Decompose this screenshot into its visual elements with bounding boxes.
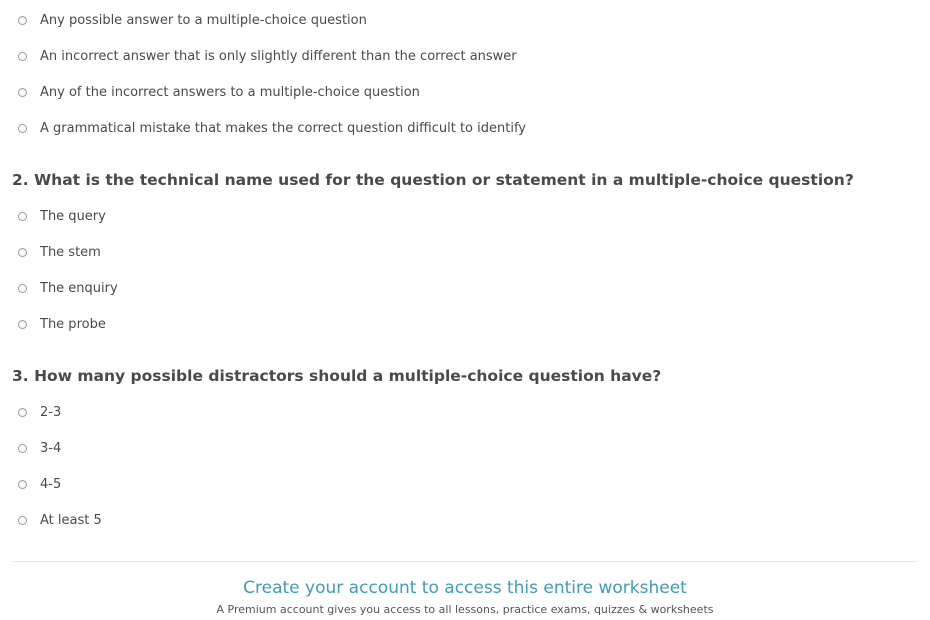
radio-button[interactable] xyxy=(18,320,27,329)
option-label: An incorrect answer that is only slightly different than the correct answer xyxy=(40,48,517,64)
create-account-link[interactable]: Create your account to access this entire worksheet xyxy=(243,578,687,598)
option-label: Any possible answer to a multiple-choice question xyxy=(40,12,367,28)
premium-description: A Premium account gives you access to all lessons, practice exams, quizzes & worksheets xyxy=(216,603,714,616)
q2-option-a[interactable] xyxy=(18,206,106,226)
option-label: 4-5 xyxy=(40,476,62,492)
question-2-text: 2. What is the technical name used for the question or statement in a multiple-choice question? xyxy=(12,171,854,189)
q3-option-c[interactable] xyxy=(18,474,61,494)
option-label: 3-4 xyxy=(40,440,62,456)
q1-option-c[interactable] xyxy=(18,82,420,102)
q2-option-b[interactable] xyxy=(18,242,101,262)
radio-button[interactable] xyxy=(18,284,27,293)
radio-button[interactable] xyxy=(18,516,27,525)
option-label: Any of the incorrect answers to a multiple-choice question xyxy=(40,84,420,100)
option-label: The stem xyxy=(40,244,101,260)
radio-button[interactable] xyxy=(18,212,27,221)
option-label: The probe xyxy=(40,316,106,332)
radio-button[interactable] xyxy=(18,124,27,133)
q2-option-d[interactable] xyxy=(18,314,106,334)
divider xyxy=(12,561,917,562)
radio-button[interactable] xyxy=(18,444,27,453)
option-label: The enquiry xyxy=(40,280,118,296)
radio-button[interactable] xyxy=(18,88,27,97)
q3-option-a[interactable] xyxy=(18,402,61,422)
option-label: At least 5 xyxy=(40,512,102,528)
q2-option-c[interactable] xyxy=(18,278,118,298)
q1-option-b[interactable] xyxy=(18,46,517,66)
option-label: A grammatical mistake that makes the correct question difficult to identify xyxy=(40,120,526,136)
q1-option-a[interactable] xyxy=(18,10,367,30)
option-label: The query xyxy=(40,208,106,224)
radio-button[interactable] xyxy=(18,52,27,61)
q1-option-d[interactable] xyxy=(18,118,526,138)
radio-button[interactable] xyxy=(18,248,27,257)
option-label: 2-3 xyxy=(40,404,62,420)
radio-button[interactable] xyxy=(18,408,27,417)
q3-option-b[interactable] xyxy=(18,438,61,458)
q3-option-d[interactable] xyxy=(18,510,102,530)
radio-button[interactable] xyxy=(18,16,27,25)
question-3-text: 3. How many possible distractors should a multiple-choice question have? xyxy=(12,367,662,385)
radio-button[interactable] xyxy=(18,480,27,489)
